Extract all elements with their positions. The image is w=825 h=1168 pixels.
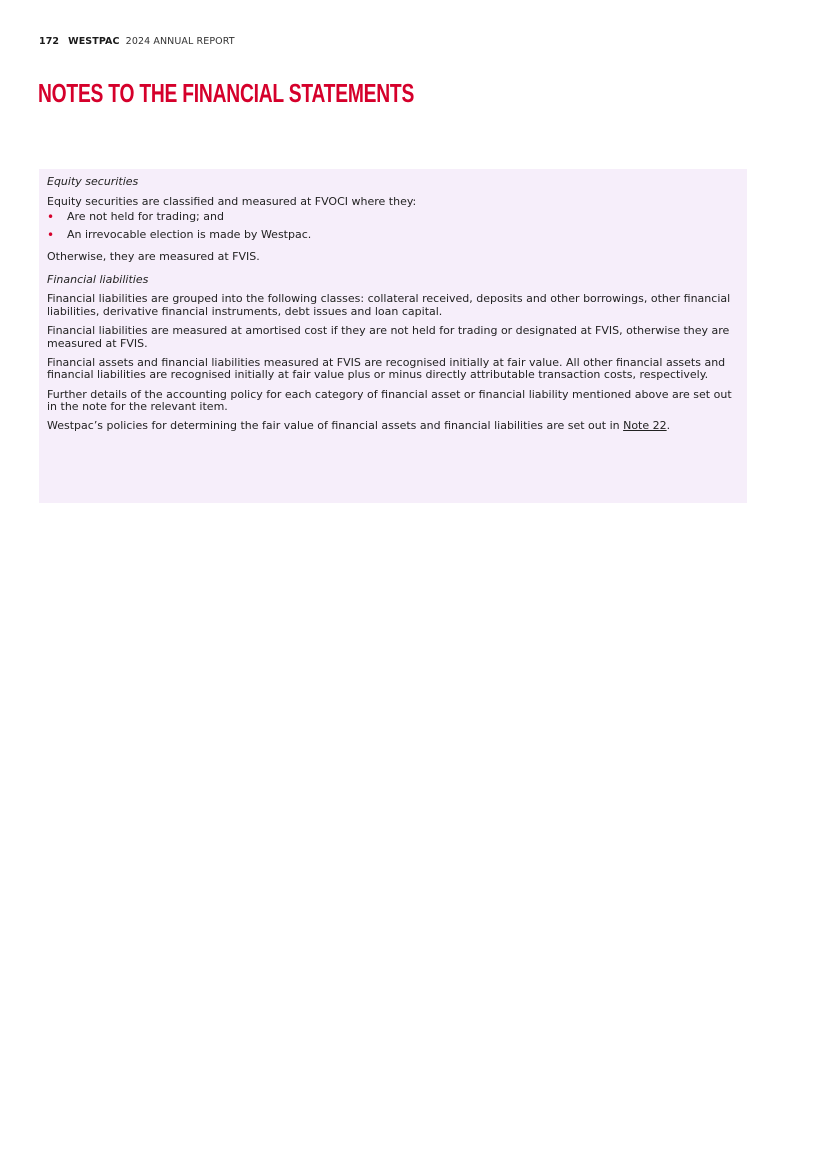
list-item-text: Are not held for trading; and <box>67 210 224 224</box>
running-header <box>39 36 235 48</box>
equity-securities-intro: Equity securities are classified and measured at FVOCI where they: <box>47 194 417 208</box>
bullet-icon: • <box>47 228 55 243</box>
report-title: 2024 ANNUAL REPORT <box>125 36 235 47</box>
fair-value-policy-text <box>47 420 739 433</box>
note-22-link[interactable]: Note 22 <box>623 419 667 433</box>
equity-otherwise-text: Otherwise, they are measured at FVIS. <box>47 250 260 264</box>
fair-value-policy-suffix: . <box>666 419 671 433</box>
equity-securities-heading: Equity securities <box>47 175 139 188</box>
list-item-text: An irrevocable election is made by Westpac. <box>67 228 312 242</box>
list-item <box>47 229 739 242</box>
liabilities-measurement-text: Financial liabilities are measured at amortised cost if they are not held for trading or designated at FVIS, otherwise they are measured at FVIS. <box>47 324 730 350</box>
initial-recognition-text: Financial assets and financial liabilities measured at FVIS are recognised initially at fair value. All other financial assets and financial liabilities are recognised initially at fair value plus or minus directly attributable transaction costs, respectively. <box>47 355 726 382</box>
list-item <box>47 211 739 224</box>
liabilities-classes-text: Financial liabilities are grouped into the following classes: collateral received, deposits and other borrowings, other financial liabilities, derivative financial instruments, debt issues and loan capital. <box>47 292 731 318</box>
accounting-policy-box <box>39 169 747 503</box>
page-number: 172 <box>39 36 60 47</box>
further-details-text: Further details of the accounting policy for each category of financial asset or financial liability mentioned above are set out in the note for the relevant item. <box>47 387 732 414</box>
fair-value-policy-prefix: Westpac’s policies for determining the fair value of financial assets and financial liabilities are set out in <box>47 419 624 433</box>
equity-conditions-list <box>47 211 739 242</box>
section-title: NOTES TO THE FINANCIAL STATEMENTS <box>38 78 415 108</box>
bullet-icon: • <box>47 210 55 225</box>
financial-liabilities-heading: Financial liabilities <box>47 272 149 286</box>
brand-name: WESTPAC <box>68 36 120 47</box>
